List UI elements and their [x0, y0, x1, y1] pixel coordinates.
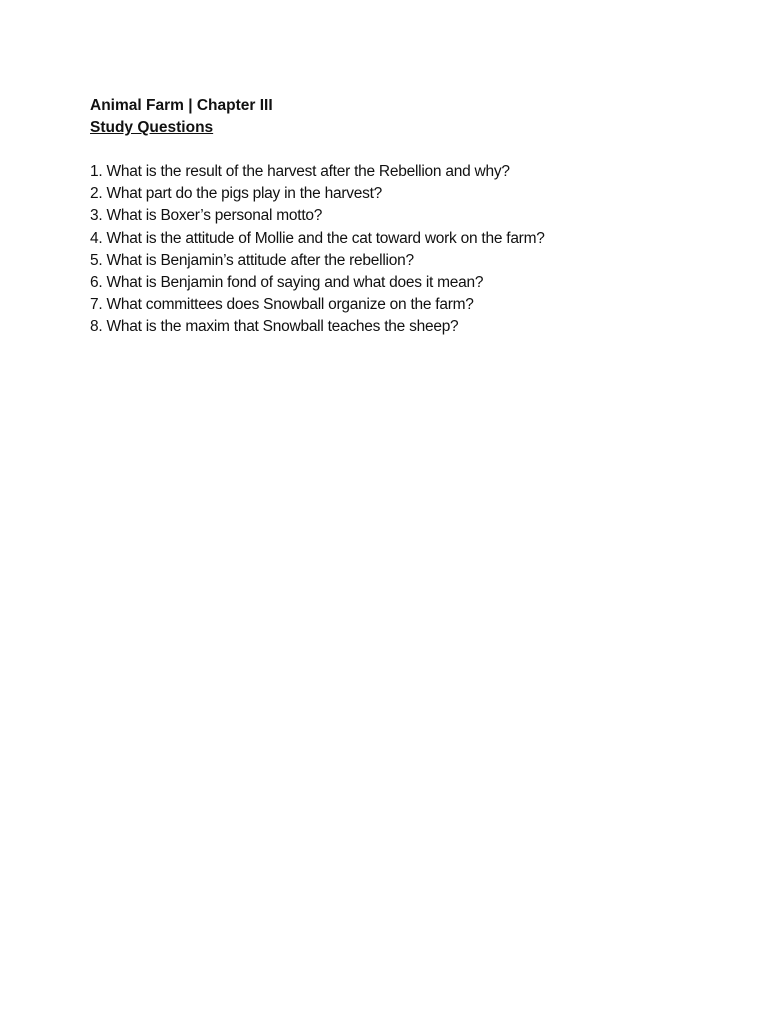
study-question-4: 4. What is the attitude of Mollie and the cat toward work on the farm?	[90, 229, 545, 247]
study-question-2: 2. What part do the pigs play in the harvest?	[90, 185, 383, 203]
document-title: Animal Farm | Chapter III	[90, 97, 273, 114]
study-question-1: 1. What is the result of the harvest after the Rebellion and why?	[90, 163, 510, 180]
document-content	[90, 95, 710, 339]
document-subtitle: Study Questions	[90, 119, 214, 136]
study-question-3: 3. What is Boxer’s personal motto?	[90, 207, 323, 225]
study-question-5: 5. What is Benjamin’s attitude after the rebellion?	[90, 251, 414, 269]
study-question-6: 6. What is Benjamin fond of saying and what does it mean?	[90, 274, 484, 292]
study-question-8: 8. What is the maxim that Snowball teaches the sheep?	[90, 318, 459, 336]
study-questions-list	[90, 161, 710, 339]
study-question-7: 7. What committees does Snowball organize on the farm?	[90, 296, 474, 314]
